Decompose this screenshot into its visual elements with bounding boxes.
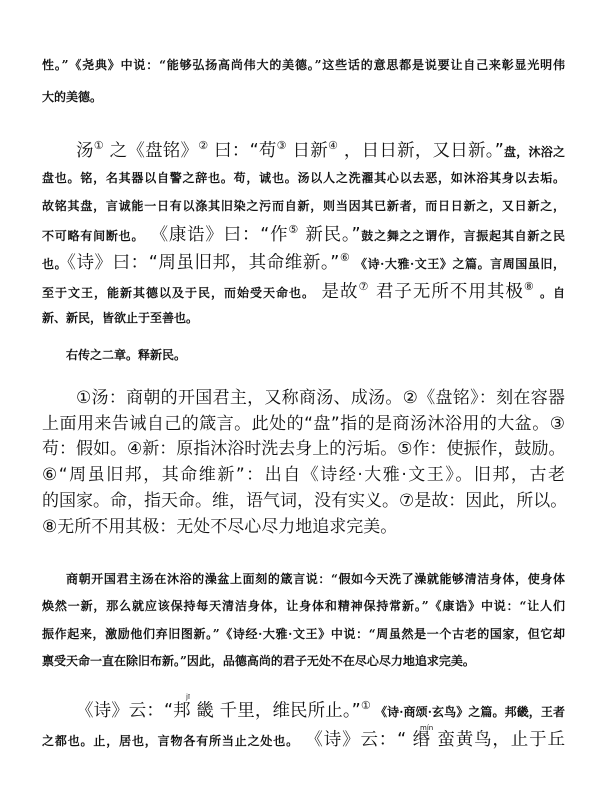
text-line bbox=[42, 597, 565, 613]
footnote-marker: ② bbox=[198, 139, 209, 152]
footnote-marker: ⑧ bbox=[523, 280, 535, 293]
text-segment: 苟：假如。④新：原指沐浴时洗去身上的污垢。⑤作：使振作，鼓励。 bbox=[42, 439, 566, 459]
pinyin-min: mín bbox=[420, 724, 434, 732]
text-segment: 禀受天命一直在除旧布新。”因此，品德高尚的君子无处不在尽心尽力地追求完美。 bbox=[42, 654, 475, 668]
text-segment: 盘，沐浴之 bbox=[503, 145, 565, 159]
text-segment: 性。”《尧典》中说：“能够弘扬高尚伟大的美德。”这些话的意思都是说要让自己来彰显光明伟 bbox=[42, 58, 565, 72]
text-segment: 之《盘铭》 bbox=[103, 141, 199, 161]
text-segment: 大的美德。 bbox=[42, 90, 103, 104]
text-line bbox=[42, 252, 565, 273]
footnote-marker: ① bbox=[93, 139, 104, 152]
text-segment: 汤 bbox=[76, 141, 94, 161]
text-line bbox=[76, 140, 565, 161]
text-line bbox=[42, 732, 565, 750]
pinyin-ji: jī bbox=[186, 693, 190, 701]
text-line bbox=[66, 570, 565, 586]
text-segment: 《诗·商颂·玄鸟》之篇。邦畿，王者 bbox=[370, 705, 565, 719]
text-line bbox=[42, 519, 565, 536]
text-segment: ①汤：商朝的开国君主，又称商汤、成汤。②《盘铭》：刻在容器 bbox=[76, 388, 565, 408]
text-segment: 故铭其盘，言诚能一日有以涤其旧染之污而自新，则当因其已新者，而日日新之，又日新之， bbox=[42, 199, 565, 213]
text-segment: 君子无所不用其极 bbox=[369, 282, 524, 302]
text-line bbox=[42, 652, 565, 668]
text-line bbox=[42, 467, 565, 484]
footnote-marker: ⑥ bbox=[339, 251, 351, 264]
text-line bbox=[42, 491, 568, 511]
text-segment: 振作起来，激励他们弃旧图新。”《诗经·大雅·文王》中说：“周虽然是一个古老的国家，但它却 bbox=[42, 627, 565, 641]
text-segment: 是故 bbox=[314, 282, 359, 302]
footnote-marker: ⑤ bbox=[288, 223, 300, 236]
text-segment: 商朝开国君主汤在沐浴的澡盆上面刻的箴言说：“假如今天洗了澡就能够清洁身体，使身体 bbox=[66, 572, 565, 586]
text-segment: 盘也。铭，名其器以自警之辞也。苟，诚也。汤以人之洗濯其心以去恶，如沐浴其身以去垢。 bbox=[42, 171, 565, 185]
text-segment: 新、新民，皆欲止于至善也。 bbox=[42, 311, 199, 325]
text-segment: 上面用来告诫自己的箴言。此处的“盘”指的是商汤沐浴用的大盆。③ bbox=[42, 414, 565, 434]
text-segment: 至于文王，能新其德以及于民，而始受天命也。 bbox=[42, 286, 315, 300]
text-line bbox=[42, 169, 565, 185]
text-line bbox=[42, 197, 565, 213]
text-line bbox=[42, 625, 565, 641]
text-segment: 之都也。止，居也，言物各有所当止之处也。 bbox=[42, 734, 299, 748]
footnote-marker: ④ bbox=[328, 139, 339, 152]
text-segment: 不可略有间断也。 bbox=[42, 229, 145, 243]
text-segment: 《康诰》曰：“作 bbox=[144, 225, 289, 245]
text-segment: 《诗》云：“邦 畿 千里，维民所止。” bbox=[76, 701, 361, 721]
text-segment: 新民。” bbox=[299, 225, 361, 245]
text-line bbox=[42, 224, 565, 245]
text-line bbox=[76, 700, 565, 721]
text-line bbox=[42, 56, 565, 72]
text-segment: 。自 bbox=[534, 286, 565, 300]
text-line bbox=[42, 416, 565, 433]
text-line bbox=[42, 88, 565, 104]
text-line bbox=[66, 346, 565, 362]
text-segment: 也。 bbox=[42, 257, 68, 271]
text-segment: 右传之二章。释新民。 bbox=[66, 348, 187, 362]
text-line bbox=[76, 390, 565, 407]
text-segment: 《诗》云：“ 缗 蛮黄鸟，止于丘 bbox=[298, 730, 565, 750]
text-segment: 《诗》曰：“周虽旧邦，其命维新。” bbox=[67, 253, 340, 273]
text-line bbox=[42, 281, 565, 302]
text-line bbox=[42, 309, 565, 325]
text-segment: 焕然一新，那么就应该保持每天清洁身体，让身体和精神保持常新。”《康诰》中说：“让人们 bbox=[42, 599, 565, 613]
footnote-marker: ⑦ bbox=[358, 280, 370, 293]
text-segment: ⑥“周虽旧邦，其命维新”：出自《诗经·大雅·文王》。旧邦，古老 bbox=[42, 465, 565, 485]
text-line bbox=[42, 441, 565, 458]
text-segment: 日新 bbox=[286, 141, 329, 161]
text-segment: 《诗·大雅·文王》之篇。言周国虽旧， bbox=[350, 257, 565, 271]
footnote-marker: ③ bbox=[276, 139, 287, 152]
text-segment: 曰：“苟 bbox=[208, 141, 277, 161]
text-segment: 的国家。命，指天命。维，语气词，没有实义。⑦是故：因此，所以。 bbox=[42, 491, 568, 511]
text-segment: 鼓之舞之之谓作，言振起其自新之民 bbox=[360, 229, 565, 243]
text-segment: ，日日新，又日新。” bbox=[338, 141, 504, 161]
text-segment: ⑧无所不用其极：无处不尽心尽力地追求完美。 bbox=[42, 517, 398, 537]
footnote-marker: ① bbox=[360, 699, 371, 712]
